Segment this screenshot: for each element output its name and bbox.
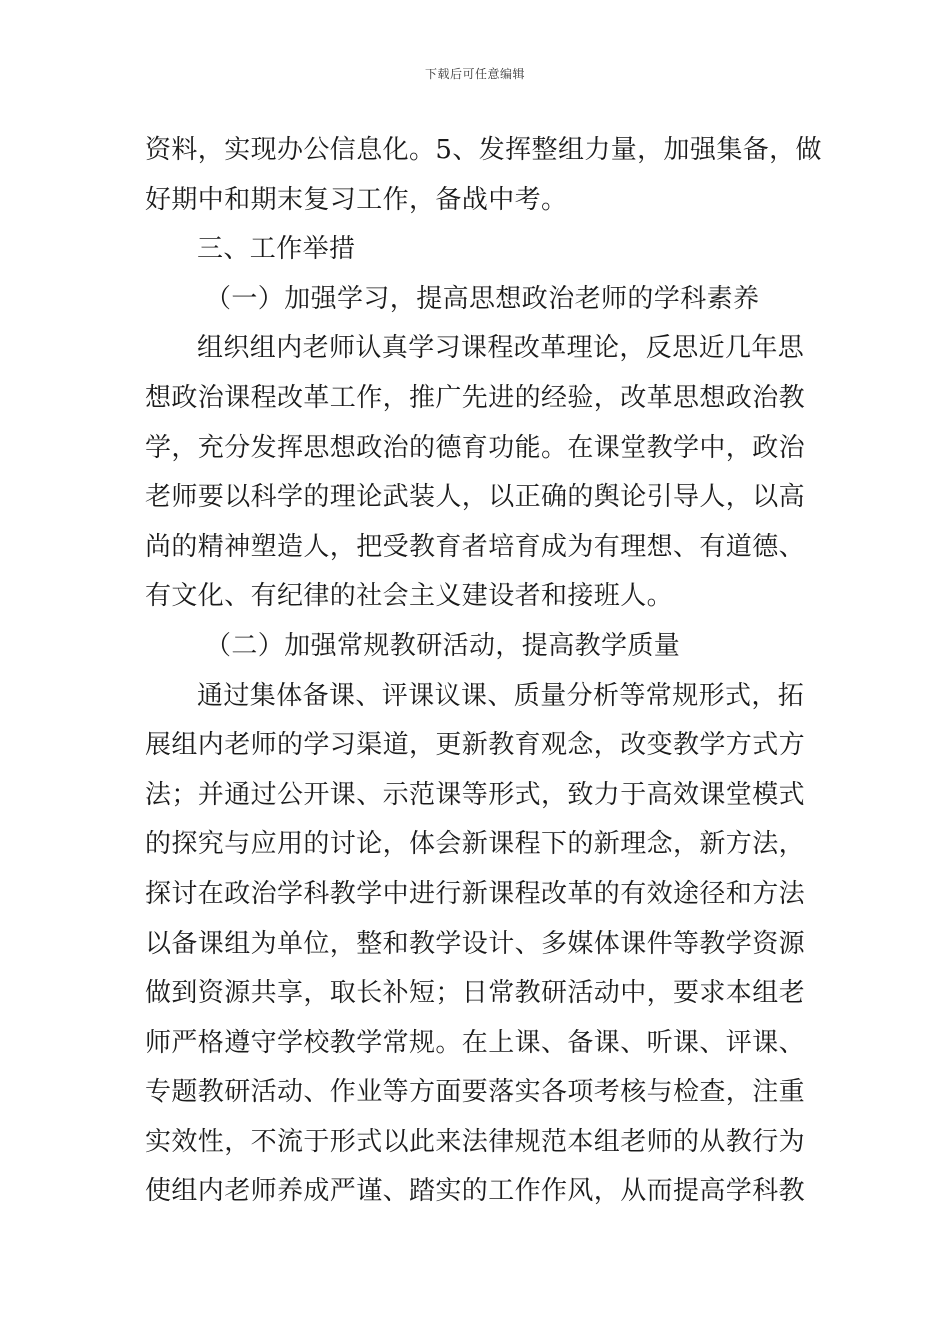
text-line: 好期中和期末复习工作，备战中考。	[145, 184, 568, 215]
text-line: 法；并通过公开课、示范课等形式，致力于高效课堂模式	[145, 779, 806, 810]
text-line: 有文化、有纪律的社会主义建设者和接班人。	[145, 581, 674, 612]
text-line: 使组内老师养成严谨、踏实的工作作风，从而提高学科教	[145, 1176, 806, 1207]
text-line: 通过集体备课、评课议课、质量分析等常规形式，拓	[197, 680, 805, 711]
text-line: 做到资源共享，取长补短；日常教研活动中，要求本组老	[145, 978, 806, 1009]
text-line: 尚的精神塑造人，把受教育者培育成为有理想、有道德、	[145, 531, 806, 562]
text-line: 展组内老师的学习渠道，更新教育观念，改变教学方式方	[145, 730, 806, 761]
text-line: 资料，实现办公信息化。5、发挥整组力量，加强集备，做	[145, 135, 822, 165]
text-line: 老师要以科学的理论武装人，以正确的舆论引导人，以高	[145, 482, 806, 513]
text-line: 的探究与应用的讨论，体会新课程下的新理念，新方法，	[145, 829, 806, 860]
text-line: 组织组内老师认真学习课程改革理论，反思近几年思	[197, 333, 805, 364]
subsection-heading: （二）加强常规教研活动，提高教学质量	[205, 630, 681, 661]
text-line: 师严格遵守学校教学常规。在上课、备课、听课、评课、	[145, 1027, 806, 1058]
subsection-heading: （一）加强学习，提高思想政治老师的学科素养	[205, 283, 760, 314]
text-line: 想政治课程改革工作，推广先进的经验，改革思想政治教	[145, 382, 806, 413]
section-heading: 三、工作举措	[197, 234, 356, 265]
page-header: 下载后可任意编辑	[424, 67, 525, 81]
document-body	[145, 126, 825, 1217]
text-line: 实效性，不流于形式以此来法律规范本组老师的从教行为	[145, 1126, 806, 1157]
text-line: 学，充分发挥思想政治的德育功能。在课堂教学中，政治	[145, 432, 806, 463]
text-line: 专题教研活动、作业等方面要落实各项考核与检查，注重	[145, 1077, 806, 1108]
text-line: 探讨在政治学科教学中进行新课程改革的有效途径和方法	[145, 878, 806, 909]
text-line: 以备课组为单位，整和教学设计、多媒体课件等教学资源	[145, 928, 806, 959]
